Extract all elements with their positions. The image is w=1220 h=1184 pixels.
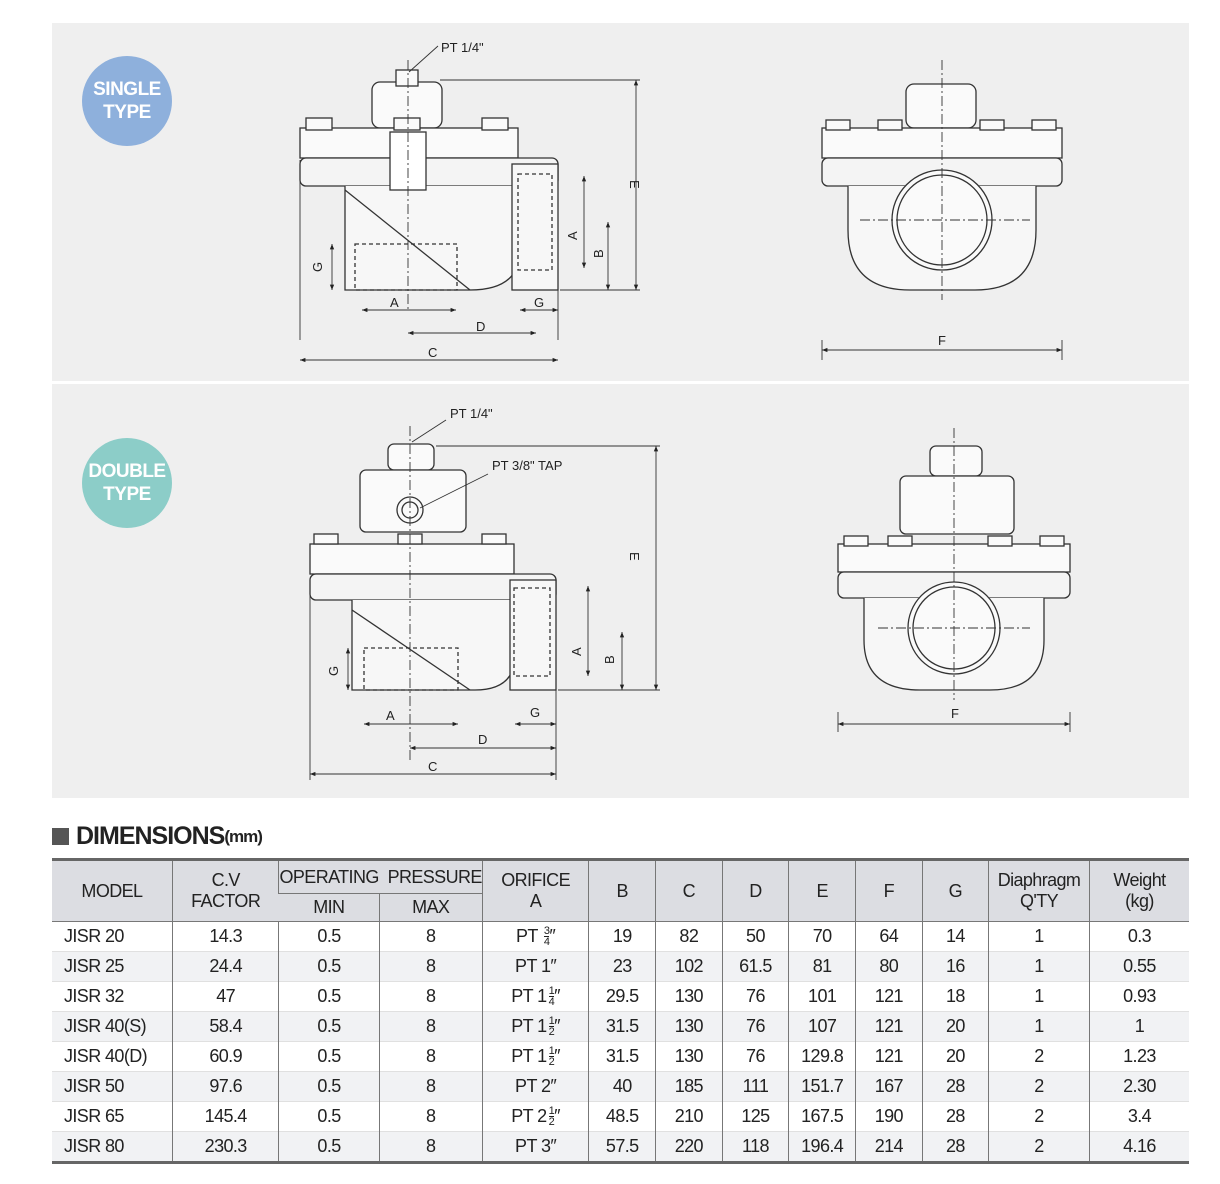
cell-orifice [482, 1072, 589, 1102]
table-body [52, 922, 1189, 1163]
orifice-inch-mark: ″ [554, 1015, 560, 1036]
cell-diaphragm: 1 [989, 982, 1090, 1012]
cell-e: 167.5 [789, 1102, 856, 1132]
orifice-inch-mark: ″ [554, 1045, 560, 1066]
cell-c: 220 [656, 1132, 723, 1163]
cell-model: JISR 50 [52, 1072, 172, 1102]
cell-max: 8 [379, 1072, 482, 1102]
orifice-whole: 1 [537, 1045, 547, 1066]
badge-line: TYPE [103, 102, 151, 123]
cell-orifice [482, 922, 589, 952]
cell-b: 31.5 [589, 1042, 656, 1072]
cell-diaphragm: 2 [989, 1132, 1090, 1163]
cell-c: 130 [656, 1042, 723, 1072]
badge-line: SINGLE [93, 79, 161, 100]
cell-b: 23 [589, 952, 656, 982]
fraction-numerator: 1 [548, 1015, 555, 1028]
cell-cv: 58.4 [172, 1012, 279, 1042]
dimensions-table [52, 858, 1189, 1164]
dim-g-label: G [530, 705, 541, 720]
cell-d: 76 [722, 1042, 789, 1072]
dim-a-label: A [386, 708, 395, 723]
cell-e: 81 [789, 952, 856, 982]
cell-f: 167 [856, 1072, 923, 1102]
table-row [52, 1132, 1189, 1163]
table-row [52, 922, 1189, 952]
header-d: D [722, 860, 789, 922]
header-line: Weight [1113, 870, 1166, 890]
cell-weight: 1 [1089, 1012, 1189, 1042]
table-row [52, 982, 1189, 1012]
cell-g: 28 [922, 1132, 989, 1163]
cell-c: 210 [656, 1102, 723, 1132]
cell-c: 102 [656, 952, 723, 982]
cell-d: 125 [722, 1102, 789, 1132]
orifice-prefix: PT [511, 1105, 538, 1126]
header-orifice [482, 860, 589, 922]
table-row [52, 952, 1189, 982]
orifice-inch-mark: ″ [549, 925, 556, 946]
header-line: FACTOR [191, 891, 261, 911]
cell-weight: 2.30 [1089, 1072, 1189, 1102]
dim-f-label: F [938, 333, 946, 348]
cell-d: 76 [722, 982, 789, 1012]
orifice-prefix: PT [515, 956, 541, 976]
cell-cv: 47 [172, 982, 279, 1012]
double-side-view [310, 426, 556, 760]
dim-b-label: B [591, 249, 606, 258]
header-c: C [656, 860, 723, 922]
cell-weight: 1.23 [1089, 1042, 1189, 1072]
single-side-view [300, 60, 558, 310]
cell-e: 101 [789, 982, 856, 1012]
cell-orifice [482, 1042, 589, 1072]
cell-cv: 24.4 [172, 952, 279, 982]
dim-e-label: E [627, 552, 642, 561]
header-line: C.V [211, 870, 240, 890]
cell-b: 31.5 [589, 1012, 656, 1042]
header-line: ORIFICE [501, 870, 570, 890]
cell-e: 129.8 [789, 1042, 856, 1072]
orifice-whole: 1 [537, 985, 547, 1006]
dim-d-label: D [478, 732, 488, 747]
cell-b: 48.5 [589, 1102, 656, 1132]
fraction-denominator: 4 [543, 936, 550, 949]
cell-c: 130 [656, 1012, 723, 1042]
cell-c: 130 [656, 982, 723, 1012]
badge-line: DOUBLE [88, 461, 166, 482]
cell-orifice [482, 1132, 589, 1163]
dim-e-label: E [627, 180, 642, 189]
heading-square-icon [52, 828, 69, 845]
fraction-denominator: 2 [548, 1056, 555, 1069]
dim-a-vertical-label: A [569, 647, 584, 656]
orifice-inch-mark: ″ [550, 1136, 557, 1156]
dim-g-vertical-label: G [310, 261, 325, 272]
cell-b: 29.5 [589, 982, 656, 1012]
fraction-numerator: 1 [548, 985, 555, 998]
cell-max: 8 [379, 952, 482, 982]
cell-cv: 230.3 [172, 1132, 279, 1163]
cell-g: 20 [922, 1012, 989, 1042]
header-e: E [789, 860, 856, 922]
dim-g-label: G [534, 295, 545, 310]
cell-d: 61.5 [722, 952, 789, 982]
cell-e: 196.4 [789, 1132, 856, 1163]
heading-title: DIMENSIONS [76, 822, 225, 850]
cell-max: 8 [379, 982, 482, 1012]
single-front-view [822, 60, 1062, 300]
cell-min: 0.5 [279, 982, 379, 1012]
cell-model: JISR 65 [52, 1102, 172, 1132]
cell-d: 50 [722, 922, 789, 952]
cell-b: 40 [589, 1072, 656, 1102]
cell-f: 121 [856, 982, 923, 1012]
orifice-inch-mark: ″ [550, 1076, 557, 1096]
cell-model: JISR 80 [52, 1132, 172, 1163]
table-row [52, 1042, 1189, 1072]
cell-cv: 60.9 [172, 1042, 279, 1072]
cell-diaphragm: 1 [989, 922, 1090, 952]
cell-max: 8 [379, 1012, 482, 1042]
orifice-prefix: PT [516, 925, 542, 946]
cell-model: JISR 32 [52, 982, 172, 1012]
cell-orifice [482, 1102, 589, 1132]
table-row [52, 1012, 1189, 1042]
orifice-inch-mark: ″ [554, 985, 560, 1006]
orifice-prefix: PT [515, 1076, 541, 1096]
pt-quarter-label: PT 1/4" [450, 406, 493, 421]
cell-diaphragm: 1 [989, 952, 1090, 982]
cell-b: 19 [589, 922, 656, 952]
cell-min: 0.5 [279, 1132, 379, 1163]
header-operating-pressure: OPERATING PRESSURE [279, 860, 482, 894]
cell-cv: 14.3 [172, 922, 279, 952]
dimensions-heading [52, 822, 262, 851]
cell-g: 28 [922, 1102, 989, 1132]
cell-g: 16 [922, 952, 989, 982]
dim-f-label: F [951, 706, 959, 721]
header-g: G [922, 860, 989, 922]
orifice-whole: 2 [537, 1105, 547, 1126]
heading-unit: (mm) [224, 826, 262, 846]
fraction-denominator: 4 [548, 996, 555, 1009]
cell-weight: 3.4 [1089, 1102, 1189, 1132]
orifice-whole: 3 [540, 1136, 551, 1156]
cell-g: 14 [922, 922, 989, 952]
cell-g: 20 [922, 1042, 989, 1072]
header-f: F [856, 860, 923, 922]
header-weight [1089, 860, 1189, 922]
cell-cv: 145.4 [172, 1102, 279, 1132]
header-diaphragm-qty [989, 860, 1090, 922]
dim-c-label: C [428, 759, 438, 774]
cell-min: 0.5 [279, 922, 379, 952]
cell-weight: 0.3 [1089, 922, 1189, 952]
cell-orifice [482, 1012, 589, 1042]
cell-diaphragm: 2 [989, 1102, 1090, 1132]
header-line: A [529, 891, 542, 911]
cell-e: 151.7 [789, 1072, 856, 1102]
cell-model: JISR 40(S) [52, 1012, 172, 1042]
cell-g: 28 [922, 1072, 989, 1102]
table-row [52, 1102, 1189, 1132]
cell-f: 64 [856, 922, 923, 952]
cell-d: 111 [722, 1072, 789, 1102]
cell-weight: 0.55 [1089, 952, 1189, 982]
fraction-numerator: 3 [543, 925, 550, 938]
cell-d: 76 [722, 1012, 789, 1042]
cell-max: 8 [379, 1042, 482, 1072]
header-b: B [589, 860, 656, 922]
cell-f: 121 [856, 1042, 923, 1072]
fraction-numerator: 1 [548, 1105, 555, 1118]
cell-model: JISR 25 [52, 952, 172, 982]
badge-line: TYPE [103, 484, 151, 505]
orifice-prefix: PT [511, 985, 538, 1006]
cell-orifice [482, 952, 589, 982]
dim-g-vertical-label: G [326, 665, 341, 676]
cell-f: 190 [856, 1102, 923, 1132]
table-row [52, 1072, 1189, 1102]
double-front-view [838, 428, 1070, 700]
cell-c: 82 [656, 922, 723, 952]
orifice-prefix: PT [511, 1045, 538, 1066]
pt-three-eighths-tap-label: PT 3/8" TAP [492, 458, 563, 473]
cell-e: 70 [789, 922, 856, 952]
pt-quarter-label: PT 1/4" [441, 40, 484, 55]
cell-max: 8 [379, 1132, 482, 1163]
cell-b: 57.5 [589, 1132, 656, 1163]
orifice-whole: 2 [540, 1076, 551, 1096]
header-cv-factor [172, 860, 279, 922]
cell-diaphragm: 2 [989, 1042, 1090, 1072]
cell-weight: 0.93 [1089, 982, 1189, 1012]
header-max: MAX [379, 894, 482, 922]
cell-min: 0.5 [279, 1042, 379, 1072]
cell-g: 18 [922, 982, 989, 1012]
orifice-inch-mark: ″ [550, 956, 557, 976]
cell-f: 80 [856, 952, 923, 982]
dim-a-vertical-label: A [565, 231, 580, 240]
orifice-whole: 1 [540, 956, 551, 976]
dim-d-label: D [476, 319, 486, 334]
header-model: MODEL [52, 860, 172, 922]
header-line: Diaphragm [997, 870, 1081, 890]
cell-c: 185 [656, 1072, 723, 1102]
orifice-prefix: PT [515, 1136, 541, 1156]
cell-cv: 97.6 [172, 1072, 279, 1102]
cell-max: 8 [379, 922, 482, 952]
cell-min: 0.5 [279, 1072, 379, 1102]
fraction-numerator: 1 [548, 1045, 555, 1058]
cell-min: 0.5 [279, 952, 379, 982]
header-line: (kg) [1125, 891, 1154, 911]
cell-orifice [482, 982, 589, 1012]
cell-diaphragm: 2 [989, 1072, 1090, 1102]
cell-model: JISR 40(D) [52, 1042, 172, 1072]
orifice-inch-mark: ″ [554, 1105, 560, 1126]
cell-min: 0.5 [279, 1102, 379, 1132]
orifice-prefix: PT [511, 1015, 538, 1036]
cell-weight: 4.16 [1089, 1132, 1189, 1163]
cell-d: 118 [722, 1132, 789, 1163]
header-line: Q'TY [1019, 891, 1059, 911]
cell-f: 121 [856, 1012, 923, 1042]
cell-e: 107 [789, 1012, 856, 1042]
dim-c-label: C [428, 345, 438, 360]
fraction-denominator: 2 [548, 1116, 555, 1129]
cell-f: 214 [856, 1132, 923, 1163]
dim-b-label: B [602, 655, 617, 664]
dim-a-label: A [390, 295, 399, 310]
cell-model: JISR 20 [52, 922, 172, 952]
cell-diaphragm: 1 [989, 1012, 1090, 1042]
cell-max: 8 [379, 1102, 482, 1132]
cell-min: 0.5 [279, 1012, 379, 1042]
orifice-whole: 1 [537, 1015, 547, 1036]
header-min: MIN [279, 894, 379, 922]
fraction-denominator: 2 [548, 1026, 555, 1039]
